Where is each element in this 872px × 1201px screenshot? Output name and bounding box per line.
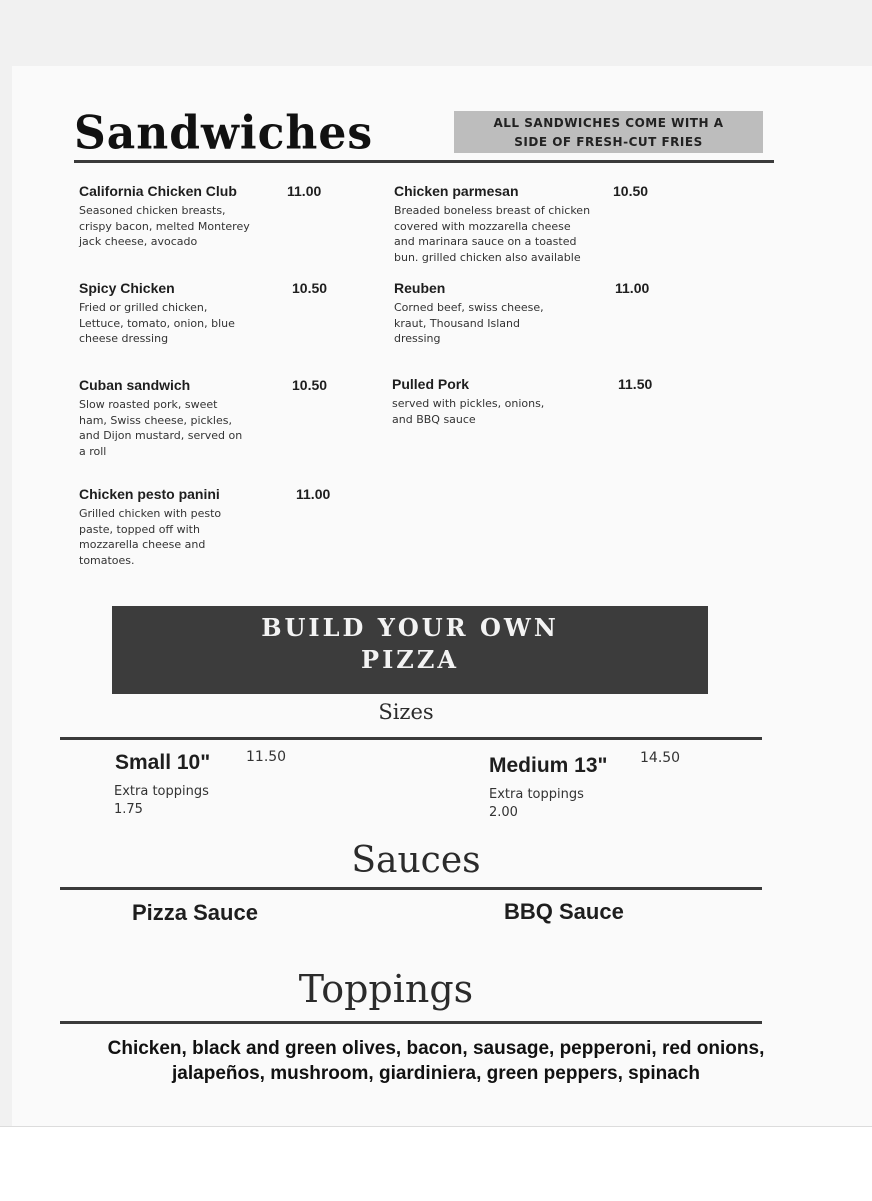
item-price: 11.00 (287, 183, 322, 199)
desc-line: dressing (394, 332, 441, 345)
extra-label: Extra toppings (489, 787, 584, 802)
desc-line: paste, topped off with (79, 522, 200, 536)
toppings-list (30, 1036, 842, 1086)
title-divider (74, 160, 774, 163)
item-name: Spicy Chicken (79, 280, 175, 296)
desc-line: Grilled chicken with pesto (79, 507, 222, 520)
item-name: California Chicken Club (79, 183, 237, 199)
item-description (79, 203, 339, 250)
size-medium-price: 14.50 (640, 750, 681, 766)
desc-line: and Dijon mustard, served on (79, 429, 243, 442)
desc-line: and marinara sauce on a toasted (394, 235, 577, 248)
scan-margin (0, 1126, 872, 1201)
menu-item (79, 377, 339, 459)
item-name: Pulled Pork (392, 376, 470, 392)
desc-line: Corned beef, swiss cheese, (394, 301, 544, 314)
banner-line1: BUILD YOUR OWN (261, 613, 559, 642)
sizes-divider (60, 737, 762, 740)
desc-line: Fried or grilled chicken, (79, 301, 208, 314)
size-small-price: 11.50 (246, 749, 287, 765)
desc-line: Breaded boneless breast of chicken (394, 204, 591, 217)
item-name: Chicken pesto panini (79, 486, 220, 502)
desc-line: tomatoes. (79, 553, 135, 567)
menu-item (394, 183, 664, 265)
desc-line: Lettuce, tomato, onion, blue (79, 316, 235, 330)
build-your-own-pizza-banner (112, 606, 708, 694)
item-description (79, 506, 339, 568)
item-price: 11.00 (615, 280, 650, 296)
sauces-divider (60, 887, 762, 890)
item-name: Chicken parmesan (394, 183, 519, 199)
item-price: 11.50 (618, 376, 653, 392)
menu-item (79, 280, 339, 347)
menu-item (392, 376, 662, 427)
item-price: 10.50 (292, 377, 328, 393)
desc-line: jack cheese, avocado (79, 235, 198, 248)
desc-line: bun. grilled chicken also available (394, 250, 581, 264)
extra-price: 1.75 (114, 802, 143, 817)
desc-line: covered with mozzarella cheese (394, 219, 571, 233)
item-description (394, 203, 664, 265)
sizes-heading: Sizes (378, 700, 434, 724)
fries-note (454, 111, 763, 153)
desc-line: Slow roasted pork, sweet (79, 398, 218, 411)
size-small-extra (114, 783, 209, 819)
item-name: Reuben (394, 280, 446, 296)
item-price: 11.00 (296, 486, 331, 502)
item-description (394, 300, 664, 347)
page-title: Sandwiches (74, 106, 374, 161)
fries-note-line1: ALL SANDWICHES COME WITH A (493, 116, 724, 130)
fries-note-line2: SIDE OF FRESH-CUT FRIES (514, 135, 703, 149)
size-small-name: Small 10" (115, 751, 211, 774)
desc-line: served with pickles, onions, (392, 397, 545, 410)
desc-line: and BBQ sauce (392, 412, 476, 426)
banner-line2: PIZZA (361, 645, 459, 674)
item-price: 10.50 (292, 280, 328, 296)
desc-line: crispy bacon, melted Monterey (79, 219, 250, 233)
extra-price: 2.00 (489, 805, 518, 820)
sauce-bbq: BBQ Sauce (504, 899, 624, 924)
desc-line: a roll (79, 444, 107, 458)
menu-item (79, 183, 339, 250)
desc-line: mozzarella cheese and (79, 538, 206, 551)
sauce-pizza: Pizza Sauce (132, 900, 258, 925)
toppings-heading: Toppings (298, 967, 474, 1011)
desc-line: Seasoned chicken breasts, (79, 204, 226, 217)
size-medium-extra (489, 786, 584, 822)
extra-label: Extra toppings (114, 784, 209, 799)
item-description (392, 396, 662, 427)
desc-line: cheese dressing (79, 332, 169, 345)
menu-item (394, 280, 664, 347)
item-description (79, 397, 339, 459)
item-description (79, 300, 339, 347)
toppings-line1: Chicken, black and green olives, bacon, sausage, pepperoni, red onions, (107, 1038, 765, 1059)
size-medium-name: Medium 13" (489, 754, 608, 777)
item-price: 10.50 (613, 183, 649, 199)
toppings-divider (60, 1021, 762, 1024)
item-name: Cuban sandwich (79, 377, 191, 393)
sauces-heading: Sauces (351, 840, 481, 881)
menu-item (79, 486, 339, 568)
desc-line: kraut, Thousand Island (394, 316, 520, 330)
desc-line: ham, Swiss cheese, pickles, (79, 413, 232, 427)
toppings-line2: jalapeños, mushroom, giardiniera, green peppers, spinach (172, 1063, 700, 1084)
